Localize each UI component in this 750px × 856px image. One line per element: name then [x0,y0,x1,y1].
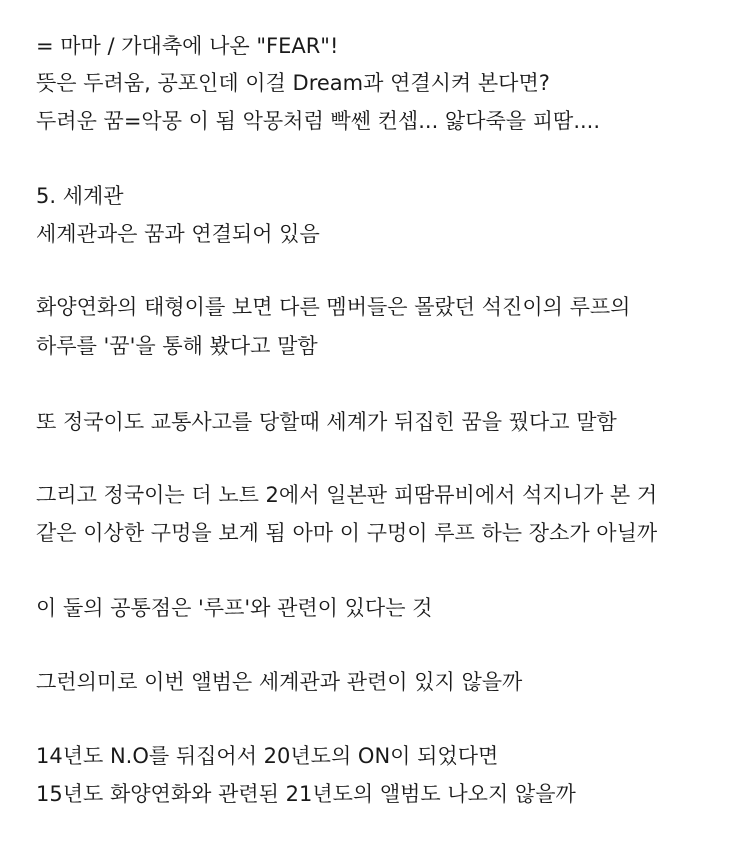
text-line-12: 그런의미로 이번 앨범은 세계관과 관련이 있지 않을까 [36,670,523,694]
text-line-14: 15년도 화양연화와 관련된 21년도의 앨범도 나오지 않을까 [36,782,576,806]
text-line-6: 화양연화의 태형이를 보면 다른 멤버들은 몰랐던 석진이의 루프의 [36,295,631,319]
text-line-8: 또 정국이도 교통사고를 당할때 세계가 뒤집힌 꿈을 꿨다고 말함 [36,410,617,434]
text-line-7: 하루를 '꿈'을 통해 봤다고 말함 [36,334,318,358]
text-line-3: 두려운 꿈=악몽 이 됨 악몽처럼 빡쎈 컨셉... 앓다죽을 피땀.... [36,109,601,133]
text-line-11: 이 둘의 공통점은 '루프'와 관련이 있다는 것 [36,596,433,620]
text-line-13: 14년도 N.O를 뒤집어서 20년도의 ON이 되었다면 [36,744,499,768]
text-line-1: = 마마 / 가대축에 나온 "FEAR"! [36,34,339,58]
text-line-5: 세계관과은 꿈과 연결되어 있음 [36,222,320,246]
text-line-9: 그리고 정국이는 더 노트 2에서 일본판 피땀뮤비에서 석지니가 본 거 [36,483,658,507]
text-line-2: 뜻은 두려움, 공포인데 이걸 Dream과 연결시켜 본다면? [36,71,550,95]
text-line-10: 같은 이상한 구멍을 보게 됨 아마 이 구멍이 루프 하는 장소가 아닐까 [36,521,658,545]
section-heading-worldview: 5. 세계관 [36,184,124,208]
